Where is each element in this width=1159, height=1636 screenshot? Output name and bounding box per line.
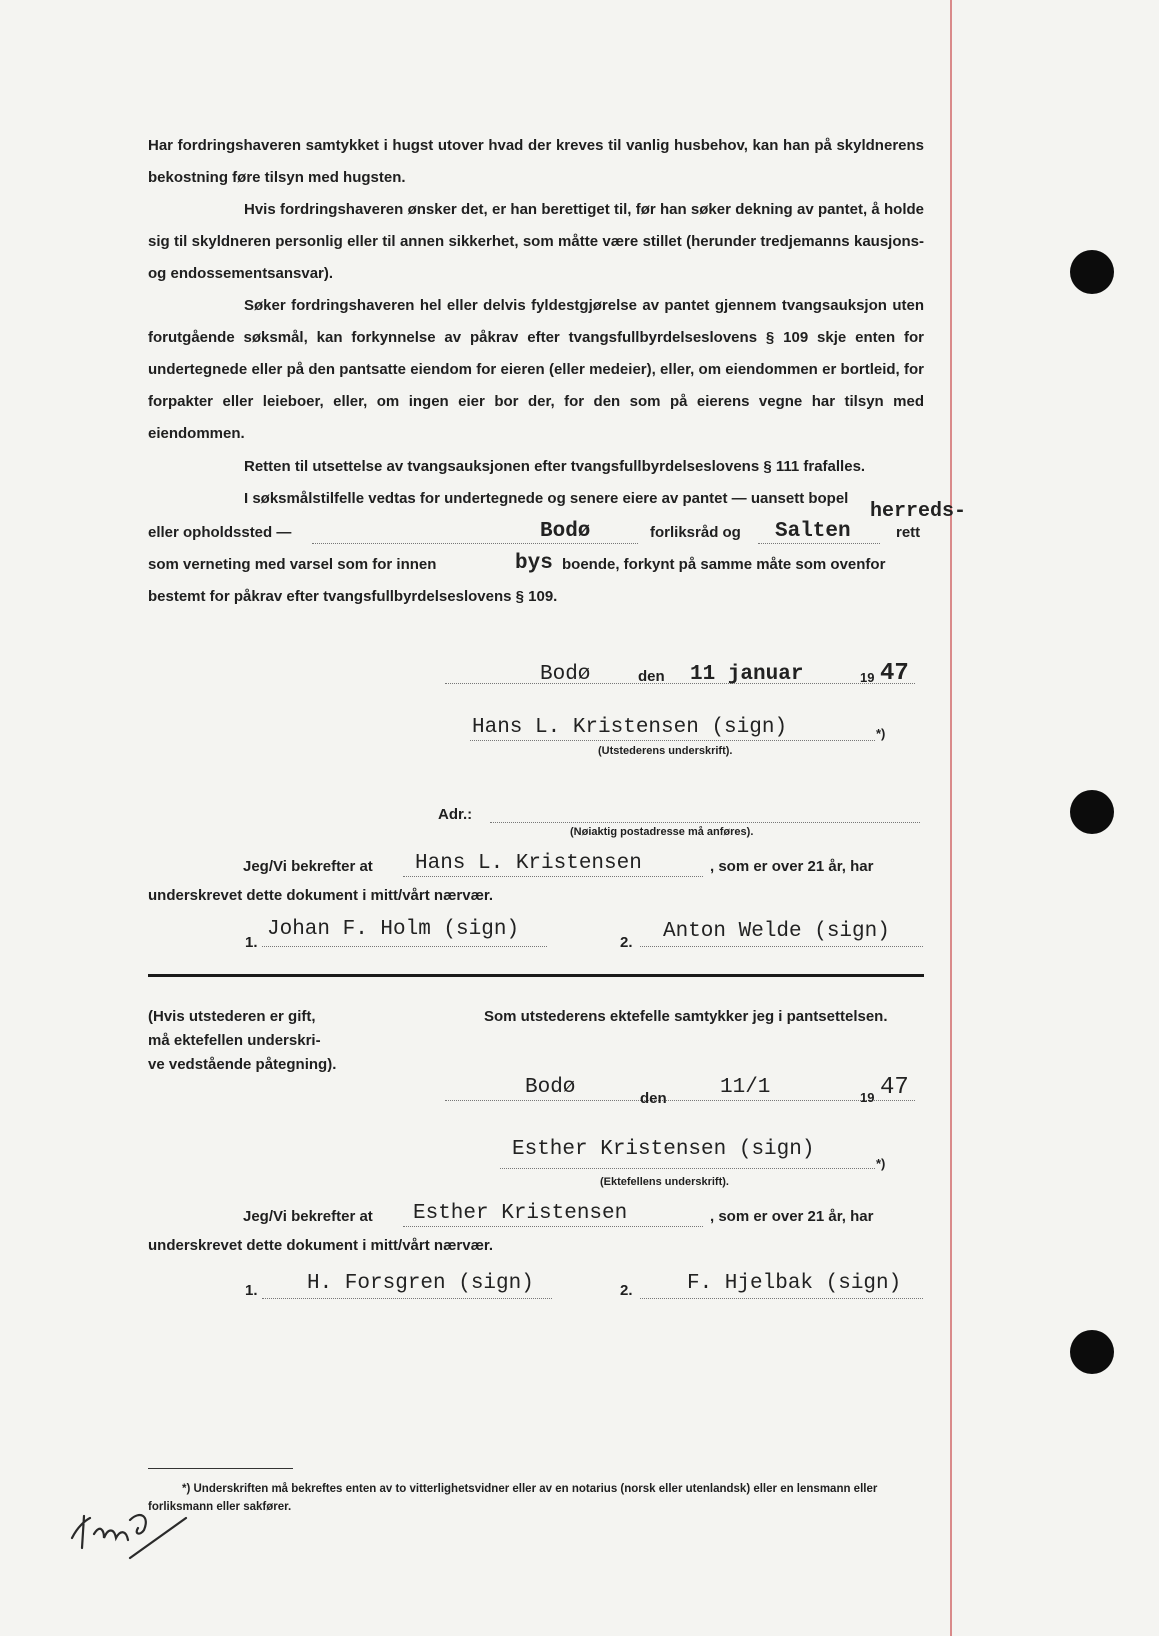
spouse-year-suffix: 47 — [880, 1074, 909, 1101]
handwritten-initials-mark — [60, 1490, 210, 1560]
bestemt-label: bestemt for påkrav efter tvangsfullbyrdelseslovens § 109. — [148, 588, 558, 605]
issuer-witness1-line — [262, 946, 547, 947]
punch-hole-bottom — [1070, 1330, 1114, 1374]
spouse-caption: (Ektefellens underskrift). — [600, 1176, 729, 1188]
spouse-witness2-line — [640, 1298, 923, 1299]
court-fill-line — [758, 543, 880, 544]
spouse-note-line1: (Hvis utstederen er gift, — [148, 1008, 316, 1025]
issuer-date: 11 januar — [690, 663, 804, 686]
spouse-confirm-name: Esther Kristensen — [413, 1202, 628, 1225]
issuer-den-label: den — [638, 668, 665, 685]
address-label: Adr.: — [438, 806, 473, 823]
paragraph-hugst: Har fordringshaveren samtykket i hugst utover hvad der kreves til vanlig husbehov, kan han på skyldnerens bekostning føre tilsyn med hugsten. — [148, 137, 924, 186]
boende-label: boende, forkynt på samme måte som ovenfor — [562, 556, 886, 573]
filled-court: Salten — [775, 520, 851, 543]
filled-bys: bys — [515, 552, 553, 575]
issuer-witness1-signature: Johan F. Holm (sign) — [267, 918, 520, 941]
issuer-witness2-signature: Anton Welde (sign) — [663, 920, 890, 943]
address-caption: (Nøiaktig postadresse må anføres). — [570, 826, 754, 838]
issuer-place: Bodø — [540, 663, 591, 686]
issuer-asterisk: *) — [876, 726, 886, 741]
footnote-rule — [148, 1468, 293, 1469]
spouse-signature-line — [500, 1168, 875, 1169]
punch-hole-top — [1070, 250, 1114, 294]
spouse-confirm-line2: underskrevet dette dokument i mitt/vårt nærvær. — [148, 1237, 494, 1254]
date-line-issuer — [445, 683, 915, 684]
issuer-witness2-number: 2. — [620, 934, 633, 951]
issuer-year-prefix: 19 — [860, 670, 875, 685]
spouse-note-line3: ve vedstående påtegning). — [148, 1056, 337, 1073]
issuer-caption: (Utstederens underskrift). — [598, 745, 733, 757]
spouse-witness1-number: 1. — [245, 1282, 258, 1299]
spouse-confirm-line — [403, 1226, 703, 1227]
spouse-witness2-signature: F. Hjelbak (sign) — [687, 1272, 902, 1295]
spouse-place: Bodø — [525, 1076, 576, 1099]
spouse-witness1-signature: H. Forsgren (sign) — [307, 1272, 534, 1295]
filled-place: Bodø — [540, 520, 591, 543]
issuer-year-suffix: 47 — [880, 660, 909, 687]
issuer-signature-line — [470, 740, 875, 741]
paragraph-sikkerhet: Hvis fordringshaveren ønsker det, er han berettiget til, før han søker dekning av pantet, å holde sig til skyldneren personlig eller til annen sikkerhet, som måtte være stillet (herunder tredjemanns kausjons- og endossementsansvar). — [148, 201, 924, 282]
spouse-asterisk: *) — [876, 1156, 886, 1171]
issuer-confirm-line — [403, 876, 703, 877]
punch-hole-middle — [1070, 790, 1114, 834]
paragraph-soksmal-line1: I søksmålstilfelle vedtas for undertegnede og senere eiere av pantet — uansett bopel — [244, 490, 849, 507]
eller-opholdssted-label: eller opholdssted — — [148, 524, 292, 541]
rett-label: rett — [896, 524, 921, 541]
spouse-note-line2: må ektefellen underskri- — [148, 1032, 321, 1049]
spouse-witness1-line — [262, 1298, 552, 1299]
footnote: *) Underskriften må bekreftes enten av to vitterlighetsvidner eller av en notarius (norsk eller utenlandsk) eller en lensmann eller forliksmann eller sakfører. — [148, 1483, 878, 1513]
forliksrad-label: forliksråd og — [650, 524, 741, 541]
issuer-confirm-prefix: Jeg/Vi bekrefter at — [243, 858, 373, 875]
spouse-witness2-number: 2. — [620, 1282, 633, 1299]
issuer-confirm-line2: underskrevet dette dokument i mitt/vårt nærvær. — [148, 887, 494, 904]
issuer-confirm-suffix: , som er over 21 år, har — [710, 858, 874, 875]
spouse-year-prefix: 19 — [860, 1090, 875, 1105]
address-line — [490, 822, 920, 823]
margin-line — [950, 0, 952, 1636]
date-line-spouse — [445, 1100, 915, 1101]
issuer-signature: Hans L. Kristensen (sign) — [472, 716, 788, 739]
spouse-signature: Esther Kristensen (sign) — [512, 1138, 815, 1161]
place-fill-line — [312, 543, 638, 544]
paragraph-tvangsauksjon: Søker fordringshaveren hel eller delvis fyldestgjørelse av pantet gjennem tvangsauksjon uten forutgående søksmål, kan forkynnelse av påkrav efter tvangsfullbyrdelseslovens § 109 skje enten for undertegnede eller på den pantsatte eiendom for eieren (eller medeier), eller, om eiendommen er bortleid, for forpakter eller leieboer, eller, om ingen eier bor der, for den som på eierens vegne har tilsyn med eiendommen. — [148, 297, 924, 442]
spouse-consent: Som utstederens ektefelle samtykker jeg i pantsettelsen. — [484, 1008, 888, 1025]
filled-herreds: herreds- — [870, 500, 967, 523]
verneting-label: som verneting med varsel som for innen — [148, 556, 437, 573]
section-divider — [148, 974, 924, 977]
spouse-date: 11/1 — [720, 1076, 771, 1099]
spouse-confirm-prefix: Jeg/Vi bekrefter at — [243, 1208, 373, 1225]
issuer-confirm-name: Hans L. Kristensen — [415, 852, 642, 875]
issuer-witness1-number: 1. — [245, 934, 258, 951]
spouse-den-label: den — [640, 1090, 667, 1107]
spouse-confirm-suffix: , som er over 21 år, har — [710, 1208, 874, 1225]
paragraph-utsettelse: Retten til utsettelse av tvangsauksjonen efter tvangsfullbyrdelseslovens § 111 frafalles. — [244, 458, 866, 475]
issuer-witness2-line — [640, 946, 923, 947]
